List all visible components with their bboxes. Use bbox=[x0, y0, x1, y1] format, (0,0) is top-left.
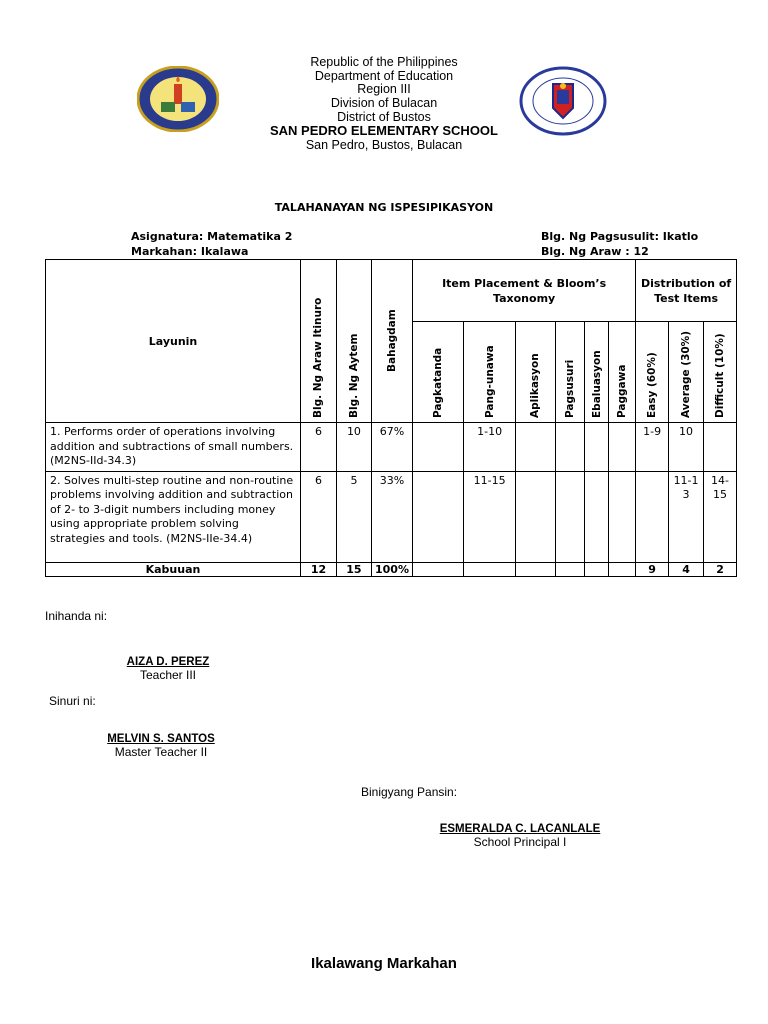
row-difficult bbox=[704, 423, 737, 472]
school-address: San Pedro, Bustos, Bulacan bbox=[305, 138, 463, 152]
school-name: SAN PEDRO ELEMENTARY SCHOOL bbox=[269, 123, 498, 138]
row-easy bbox=[636, 471, 669, 562]
prepared-by-name: AIZA D. PEREZ bbox=[126, 656, 210, 668]
header-item-placement: Item Placement & Bloom’s Taxonomy bbox=[413, 260, 636, 322]
row-average: 10 bbox=[669, 423, 704, 472]
header-bloom-paggawa: Paggawa bbox=[609, 322, 636, 423]
row-days: 6 bbox=[300, 471, 336, 562]
checked-by-block bbox=[73, 733, 249, 759]
row-bloom-6 bbox=[609, 471, 636, 562]
header-days-taught: Blg. Ng Araw Itinuro bbox=[300, 260, 336, 423]
row-easy: 1-9 bbox=[636, 423, 669, 472]
total-easy: 9 bbox=[636, 562, 669, 576]
row-average: 11-13 bbox=[669, 471, 704, 562]
total-items: 15 bbox=[336, 562, 371, 576]
header-bloom-aplikasyon: Aplikasyon bbox=[515, 322, 555, 423]
row-items: 10 bbox=[336, 423, 371, 472]
row-bloom-3 bbox=[515, 423, 555, 472]
prepared-by-label: Inihanda ni: bbox=[45, 609, 108, 623]
noted-by-position: School Principal I bbox=[473, 835, 567, 849]
quarter-label: Markahan: Ikalawa bbox=[131, 245, 249, 258]
row-objective: 1. Performs order of operations involving addition and subtractions of small numbers. (M2NS-IId-34.3) bbox=[46, 423, 301, 472]
total-average: 4 bbox=[669, 562, 704, 576]
table-row bbox=[46, 423, 737, 472]
header-dist-easy: Easy (60%) bbox=[636, 322, 669, 423]
total-row bbox=[46, 562, 737, 576]
footer-quarter: Ikalawang Markahan bbox=[311, 955, 457, 972]
total-difficult: 2 bbox=[704, 562, 737, 576]
row-items: 5 bbox=[336, 471, 371, 562]
row-bloom-2: 1-10 bbox=[464, 423, 515, 472]
header-bloom-pagsusuri: Pagsusuri bbox=[555, 322, 584, 423]
header-dist-difficult: Difficult (10%) bbox=[704, 322, 737, 423]
row-bloom-5 bbox=[584, 423, 609, 472]
noted-by-name: ESMERALDA C. LACANLALE bbox=[439, 823, 601, 835]
header-bloom-pagkatanda: Pagkatanda bbox=[413, 322, 464, 423]
header-layunin: Layunin bbox=[46, 260, 301, 423]
header-republic: Republic of the Philippines bbox=[310, 55, 458, 69]
row-percent: 67% bbox=[371, 423, 412, 472]
document-title: TALAHANAYAN NG ISPESIPIKASYON bbox=[274, 201, 494, 214]
noted-by-label: Binigyang Pansin: bbox=[361, 785, 458, 799]
noted-by-block bbox=[420, 823, 620, 849]
total-percent: 100% bbox=[371, 562, 412, 576]
row-bloom-1 bbox=[413, 423, 464, 472]
checked-by-label: Sinuri ni: bbox=[49, 694, 96, 708]
row-percent: 33% bbox=[371, 471, 412, 562]
total-label: Kabuuan bbox=[46, 562, 301, 576]
row-difficult: 14-15 bbox=[704, 471, 737, 562]
days-label: Blg. Ng Araw : 12 bbox=[541, 245, 649, 258]
prepared-by-position: Teacher III bbox=[139, 668, 197, 682]
header-department: Department of Education bbox=[314, 69, 454, 83]
header-percentage: Bahagdam bbox=[371, 260, 412, 423]
row-bloom-3 bbox=[515, 471, 555, 562]
row-bloom-2: 11-15 bbox=[464, 471, 515, 562]
row-objective: 2. Solves multi-step routine and non-routine problems involving addition and subtraction of 2- to 3-digit numbers including money using appropriate problem solving strategies and tools. (M2NS-IIe-34.4) bbox=[46, 471, 301, 562]
header-item-count: Blg. Ng Aytem bbox=[336, 260, 371, 423]
row-bloom-5 bbox=[584, 471, 609, 562]
subject-label: Asignatura: Matematika 2 bbox=[131, 230, 293, 243]
row-days: 6 bbox=[300, 423, 336, 472]
checked-by-position: Master Teacher II bbox=[114, 745, 208, 759]
prepared-by-block bbox=[80, 656, 256, 682]
header-division: Division of Bulacan bbox=[330, 96, 438, 110]
checked-by-name: MELVIN S. SANTOS bbox=[107, 733, 215, 745]
table-row bbox=[46, 471, 737, 562]
header-dist-average: Average (30%) bbox=[669, 322, 704, 423]
row-bloom-4 bbox=[555, 471, 584, 562]
header-district: District of Bustos bbox=[337, 110, 431, 124]
header-distribution: Distribution of Test Items bbox=[636, 260, 737, 322]
specification-table bbox=[45, 259, 737, 577]
header-region: Region III bbox=[357, 82, 411, 96]
header-bloom-pang-unawa: Pang-unawa bbox=[464, 322, 515, 423]
total-days: 12 bbox=[300, 562, 336, 576]
row-bloom-4 bbox=[555, 423, 584, 472]
header-bloom-ebaluasyon: Ebaluasyon bbox=[584, 322, 609, 423]
row-bloom-1 bbox=[413, 471, 464, 562]
test-number-label: Blg. Ng Pagsusulit: Ikatlo bbox=[541, 230, 699, 243]
row-bloom-6 bbox=[609, 423, 636, 472]
